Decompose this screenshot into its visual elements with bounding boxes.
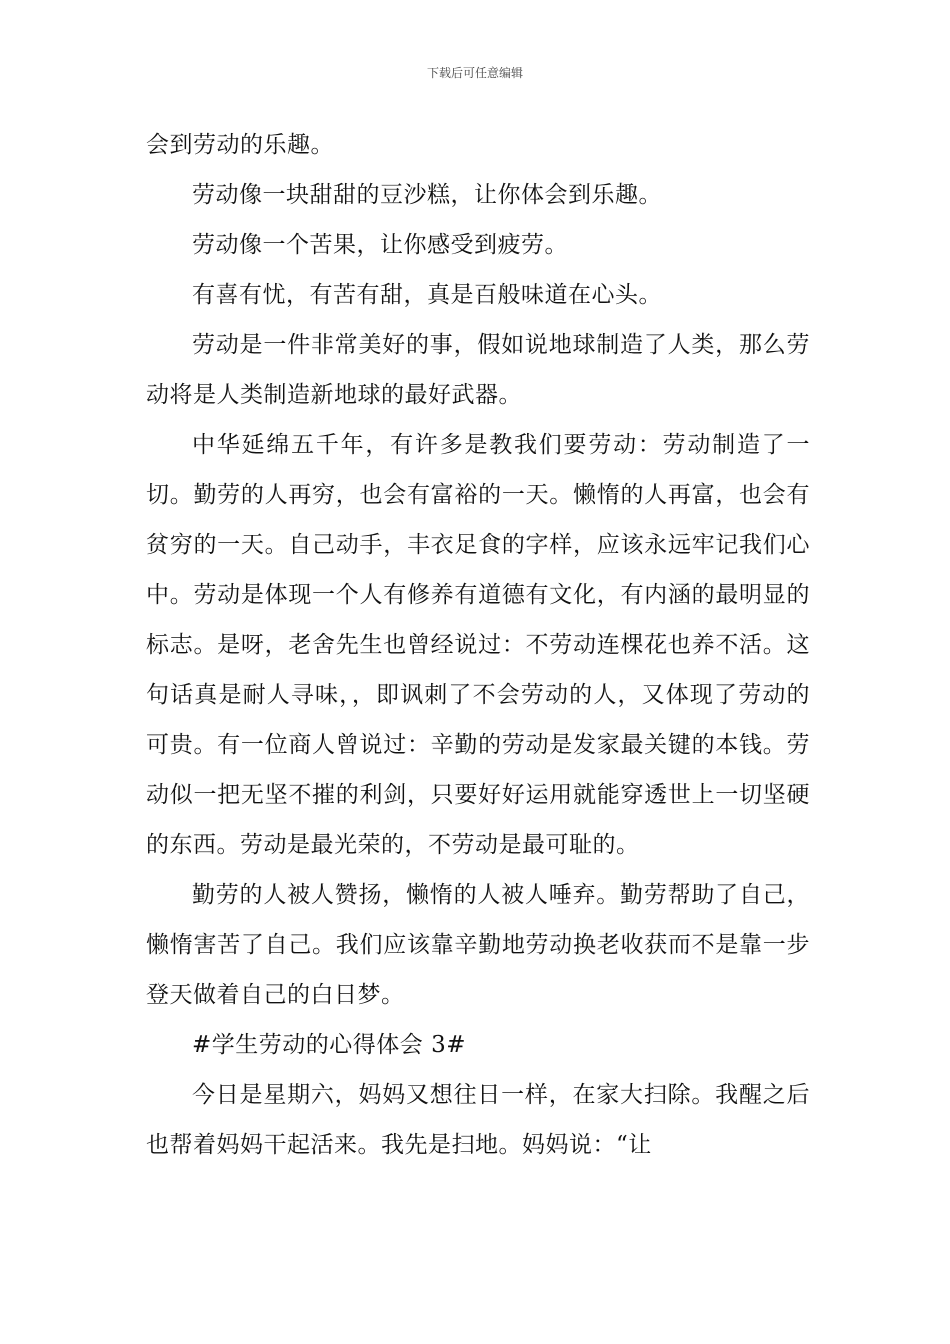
page-header-note: 下载后可任意编辑 xyxy=(426,66,523,80)
section-heading: #学生劳动的心得体会 3# xyxy=(192,1032,466,1058)
paragraph: 劳动像一个苦果，让你感受到疲劳。 xyxy=(192,232,568,258)
paragraph: 今日是星期六，妈妈又想往日一样，在家大扫除。我醒之后也帮着妈妈干起活来。我先是扫地。妈妈说：“让 xyxy=(146,1082,810,1158)
document-body xyxy=(146,120,810,1170)
paragraph-continuation: 会到劳动的乐趣。 xyxy=(146,132,334,158)
paragraph: 劳动是一件非常美好的事，假如说地球制造了人类，那么劳动将是人类制造新地球的最好武器。 xyxy=(146,332,810,408)
paragraph: 勤劳的人被人赞扬，懒惰的人被人唾弃。勤劳帮助了自己，懒惰害苦了自己。我们应该靠辛勤地劳动换老收获而不是靠一步登天做着自己的白日梦。 xyxy=(146,882,810,1008)
paragraph: 劳动像一块甜甜的豆沙糕，让你体会到乐趣。 xyxy=(192,182,662,208)
paragraph: 有喜有忧，有苦有甜，真是百般味道在心头。 xyxy=(192,282,662,308)
paragraph: 中华延绵五千年，有许多是教我们要劳动：劳动制造了一切。勤劳的人再穷，也会有富裕的一天。懒惰的人再富，也会有贫穷的一天。自己动手，丰衣足食的字样，应该永远牢记我们心中。劳动是体现一个人有修养有道德有文化，有内涵的最明显的标志。是呀，老舍先生也曾经说过：不劳动连棵花也养不活。这句话真是耐人寻味，，即讽刺了不会劳动的人，又体现了劳动的可贵。有一位商人曾说过：辛勤的劳动是发家最关键的本钱。劳动似一把无坚不摧的利剑，只要好好运用就能穿透世上一切坚硬的东西。劳动是最光荣的，不劳动是最可耻的。 xyxy=(146,432,810,858)
